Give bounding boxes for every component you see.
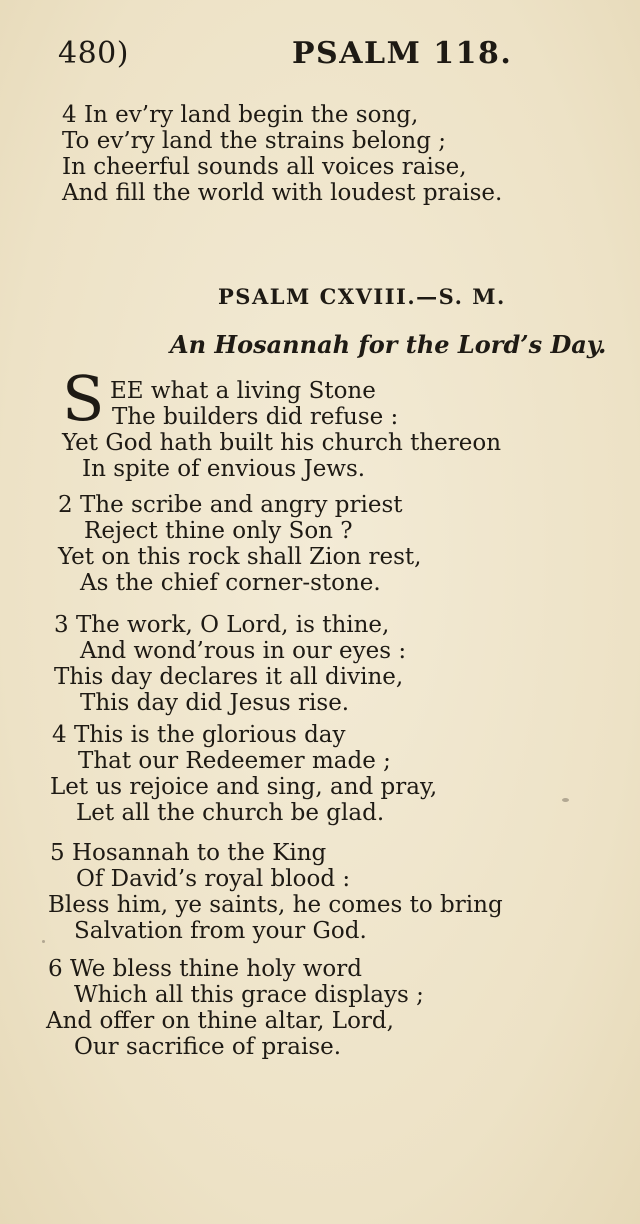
hymn-line: The builders did refuse : — [112, 404, 399, 430]
hymn-line: 2 The scribe and angry priest — [58, 492, 403, 518]
hymn-line: 6 We bless thine holy word — [48, 956, 362, 982]
psalm-subtitle: An Hosannah for the Lord’s Day. — [170, 330, 607, 359]
paper-speck — [42, 940, 45, 943]
psalm-heading: PSALM CXVIII.—S. M. — [218, 284, 506, 309]
hymn-line: This day did Jesus rise. — [80, 690, 350, 716]
running-title: PSALM 118. — [292, 36, 513, 71]
hymn-line: In spite of envious Jews. — [82, 456, 366, 482]
drop-cap: S — [62, 362, 105, 435]
hymn-line: 4 This is the glorious day — [52, 722, 346, 748]
hymn-line: Our sacrifice of praise. — [74, 1034, 342, 1060]
hymn-line: That our Redeemer made ; — [78, 748, 391, 774]
hymn-line: Reject thine only Son ? — [84, 518, 353, 544]
hymn-line: Let all the church be glad. — [76, 800, 385, 826]
prev-stanza-line: And fill the world with loudest praise. — [62, 180, 503, 206]
paper-speck — [562, 798, 569, 802]
hymn-line: Bless him, ye saints, he comes to bring — [48, 892, 503, 918]
hymn-line: And wond’rous in our eyes : — [80, 638, 407, 664]
hymn-line: This day declares it all divine, — [54, 664, 404, 690]
page-number: 480) — [58, 36, 129, 71]
prev-stanza-line: In cheerful sounds all voices raise, — [62, 154, 467, 180]
hymn-line: Which all this grace displays ; — [74, 982, 424, 1008]
hymn-line: Yet God hath built his church thereon — [62, 430, 502, 456]
hymn-line: Yet on this rock shall Zion rest, — [58, 544, 422, 570]
hymn-line: As the chief corner-stone. — [80, 570, 381, 596]
hymn-line: Let us rejoice and sing, and pray, — [50, 774, 438, 800]
prev-stanza-line: To ev’ry land the strains belong ; — [62, 128, 446, 154]
hymn-line: 3 The work, O Lord, is thine, — [54, 612, 390, 638]
hymn-line: 5 Hosannah to the King — [50, 840, 327, 866]
hymn-line: Of David’s royal blood : — [76, 866, 351, 892]
prev-stanza-line: 4 In ev’ry land begin the song, — [62, 102, 419, 128]
hymn-line: And offer on thine altar, Lord, — [46, 1008, 394, 1034]
hymn-line: EE what a living Stone — [110, 378, 376, 404]
hymn-line: Salvation from your God. — [74, 918, 367, 944]
